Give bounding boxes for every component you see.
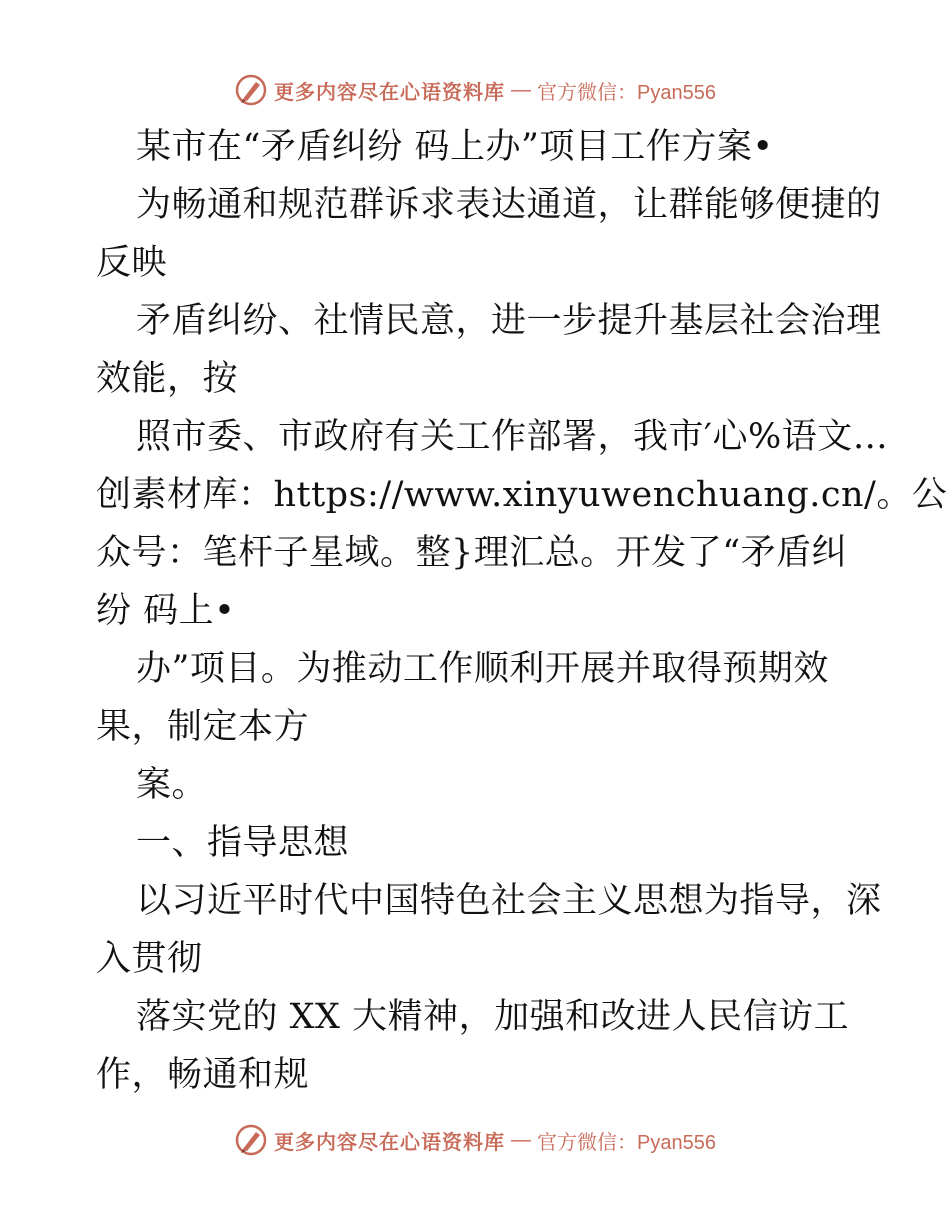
pen-logo-icon bbox=[234, 73, 268, 107]
paragraph-line: 果，制定本方 bbox=[96, 707, 310, 747]
paragraph-line: 入贯彻 bbox=[96, 939, 203, 979]
header-banner-contact: 官方微信：Pyan556 bbox=[537, 81, 716, 104]
footer-banner-text: 更多内容尽在心语资料库 bbox=[274, 1129, 506, 1154]
header-banner-dash: — bbox=[511, 78, 532, 101]
paragraph-line: 落实党的 XX 大精神，加强和改进人民信访工 bbox=[136, 997, 850, 1037]
paragraph-line: 众号：笔杆子星域。整}理汇总。开发了“矛盾纠 bbox=[96, 533, 848, 573]
header-banner-inner bbox=[234, 73, 716, 107]
pen-logo-icon bbox=[234, 1123, 268, 1157]
header-banner-text: 更多内容尽在心语资料库 bbox=[274, 79, 506, 104]
header-banner bbox=[0, 70, 950, 110]
paragraph-line: 效能，按 bbox=[96, 359, 239, 399]
paragraph-line: 创素材库：https://www.xinyuwenchuang.cn/。公 bbox=[96, 475, 948, 515]
paragraph-line: 办”项目。为推动工作顺利开展并取得预期效 bbox=[136, 649, 829, 689]
paragraph-line: 照市委、市政府有关工作部署，我市′心%语文… bbox=[136, 417, 889, 457]
paragraph-line: 案。 bbox=[136, 765, 208, 805]
paragraph-line: 作，畅通和规 bbox=[96, 1055, 310, 1095]
paragraph-line: 以习近平时代中国特色社会主义思想为指导，深 bbox=[136, 881, 882, 921]
section-heading: 一、指导思想 bbox=[136, 823, 350, 863]
footer-banner-contact: 官方微信：Pyan556 bbox=[537, 1131, 716, 1154]
paragraph-line: 为畅通和规范群诉求表达通道，让群能够便捷的 bbox=[136, 185, 882, 225]
footer-banner-dash: — bbox=[511, 1128, 532, 1151]
paragraph-line: 矛盾纠纷、社情民意，进一步提升基层社会治理 bbox=[136, 301, 882, 341]
document-body bbox=[96, 118, 948, 1104]
paragraph-line: 反映 bbox=[96, 243, 168, 283]
footer-banner-inner bbox=[234, 1123, 716, 1157]
paragraph-line: 纷 码上• bbox=[96, 591, 236, 631]
footer-banner bbox=[0, 1120, 950, 1160]
document-title: 某市在“矛盾纠纷 码上办”项目工作方案• bbox=[136, 127, 774, 167]
